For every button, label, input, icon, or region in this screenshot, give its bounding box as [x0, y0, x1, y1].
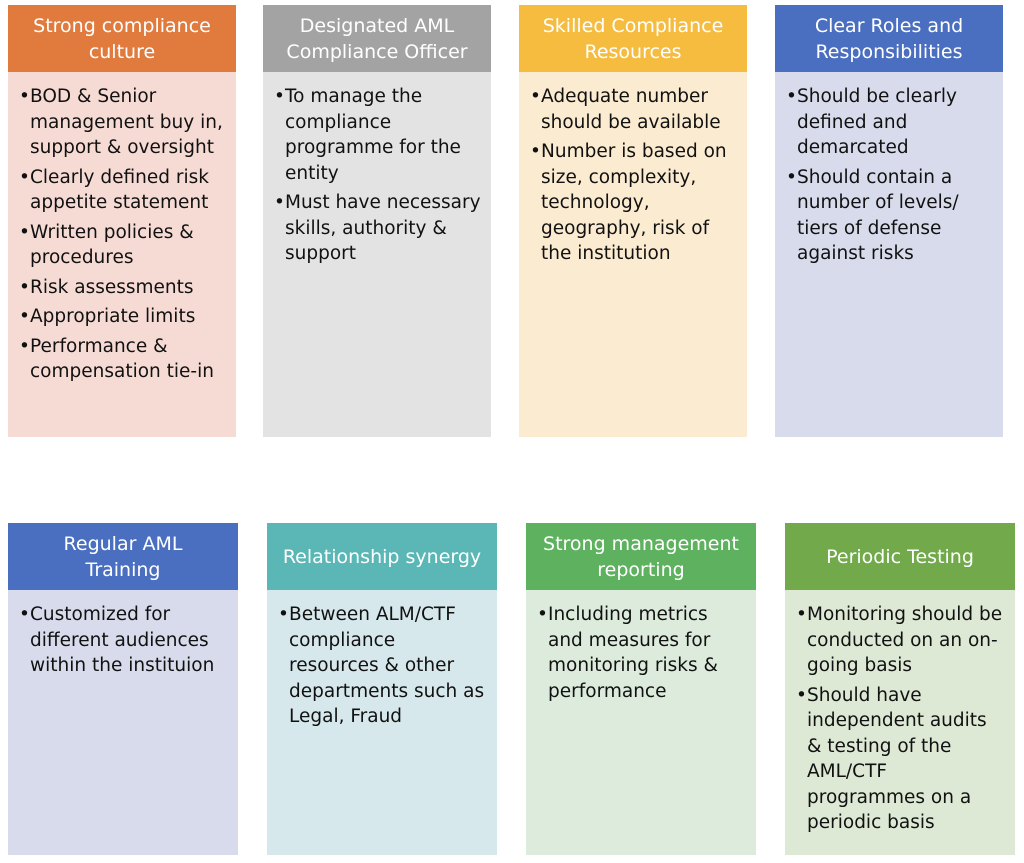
card-strong-compliance-culture: [8, 5, 236, 437]
list-item: • Customized for different audiences within the instituion: [20, 602, 228, 679]
list-item: • Should have independent audits & testing of the AML/CTF programmes on a periodic basis: [797, 683, 1005, 836]
list-item: • Including metrics and measures for monitoring risks & performance: [538, 602, 746, 704]
card-body: [263, 72, 491, 437]
card-body: [267, 590, 497, 855]
list-item: • Number is based on size, complexity, technology, geography, risk of the institution: [531, 139, 737, 267]
bullet-list: [531, 84, 737, 267]
list-item: • Between ALM/CTF compliance resources & other departments such as Legal, Fraud: [279, 602, 487, 730]
card-title: Clear Roles and Responsibilities: [775, 5, 1003, 72]
card-title: Relationship synergy: [267, 523, 497, 590]
card-body: [785, 590, 1015, 855]
bullet-list: [275, 84, 481, 267]
list-item: • Monitoring should be conducted on an on-going basis: [797, 602, 1005, 679]
list-item: • Should contain a number of levels/ tiers of defense against risks: [787, 165, 993, 267]
card-title: Strong management reporting: [526, 523, 756, 590]
card-designated-aml-compliance-officer: [263, 5, 491, 437]
card-clear-roles-and-responsibilities: [775, 5, 1003, 437]
bullet-list: [20, 602, 228, 679]
list-item: • Performance & compensation tie-in: [20, 334, 226, 385]
card-title: Skilled Compliance Resources: [519, 5, 747, 72]
card-body: [526, 590, 756, 855]
card-body: [8, 590, 238, 855]
list-item: • Adequate number should be available: [531, 84, 737, 135]
list-item: • Should be clearly defined and demarcated: [787, 84, 993, 161]
card-body: [775, 72, 1003, 437]
card-title: Periodic Testing: [785, 523, 1015, 590]
card-body: [519, 72, 747, 437]
list-item: • Clearly defined risk appetite statement: [20, 165, 226, 216]
bullet-list: [787, 84, 993, 267]
card-title: Designated AML Compliance Officer: [263, 5, 491, 72]
card-strong-management-reporting: [526, 523, 756, 855]
card-body: [8, 72, 236, 437]
card-title: Strong compliance culture: [8, 5, 236, 72]
card-regular-aml-training: [8, 523, 238, 855]
list-item: • Risk assessments: [20, 275, 226, 301]
list-item: • Written policies & procedures: [20, 220, 226, 271]
card-relationship-synergy: [267, 523, 497, 855]
list-item: • Must have necessary skills, authority & support: [275, 190, 481, 267]
card-periodic-testing: [785, 523, 1015, 855]
bullet-list: [797, 602, 1005, 836]
list-item: • Appropriate limits: [20, 304, 226, 330]
bullet-list: [20, 84, 226, 385]
card-skilled-compliance-resources: [519, 5, 747, 437]
list-item: • To manage the compliance programme for the entity: [275, 84, 481, 186]
card-title: Regular AML Training: [8, 523, 238, 590]
bullet-list: [279, 602, 487, 730]
list-item: • BOD & Senior management buy in, support & oversight: [20, 84, 226, 161]
bullet-list: [538, 602, 746, 704]
